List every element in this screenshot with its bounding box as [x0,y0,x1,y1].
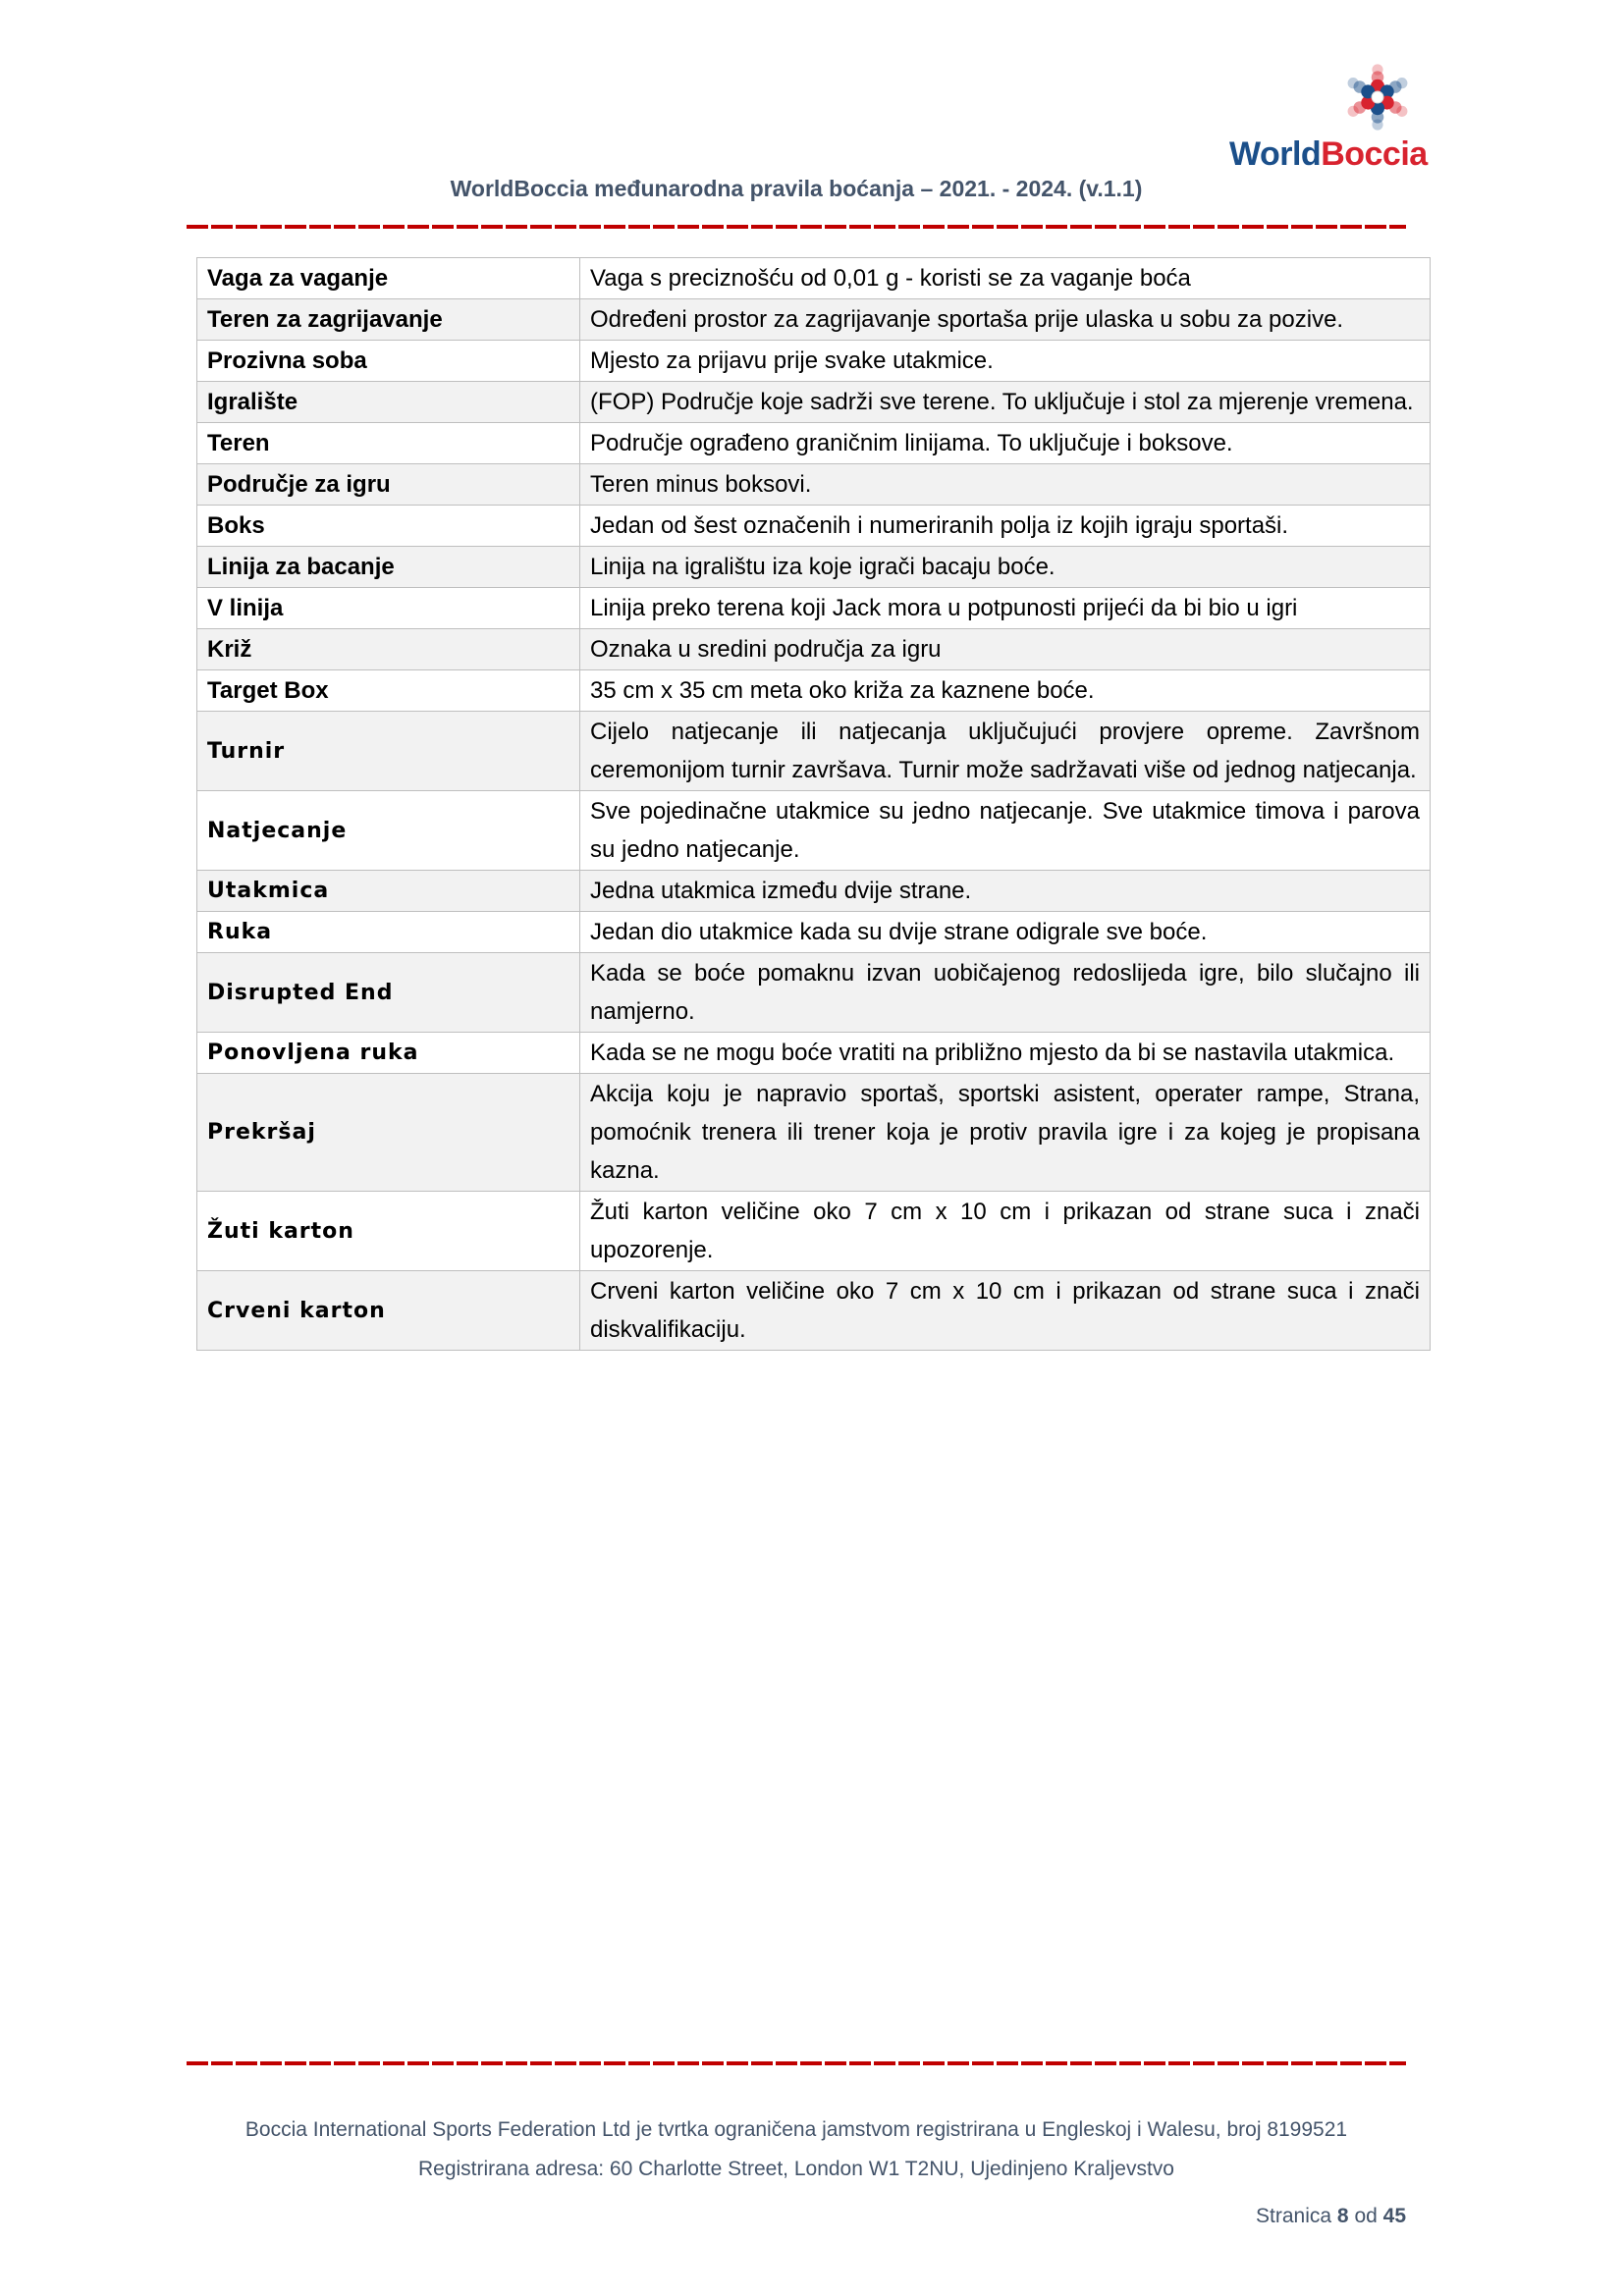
definition-cell: Područje ograđeno graničnim linijama. To uključuje i boksove. [580,423,1431,464]
definition-cell: Linija na igralištu iza koje igrači bacaju boće. [580,547,1431,588]
table-row [197,629,1431,670]
definition-cell: Kada se ne mogu boće vratiti na približno mjesto da bi se nastavila utakmica. [580,1033,1431,1074]
footer-registration-text: Boccia International Sports Federation Ltd je tvrtka ograničena jamstvom registrirana u Engleskoj i Walesu, broj 8199521 [244,2118,1348,2141]
term-cell: Ruka [197,912,580,953]
table-row [197,341,1431,382]
table-row [197,670,1431,712]
header-divider-line [187,225,1406,229]
term-cell: Disrupted End [197,953,580,1033]
term-cell: Boks [197,506,580,547]
worldboccia-wordmark [1229,137,1428,171]
page-number-label: Stranica [1256,2205,1332,2227]
term-cell: Crveni karton [197,1271,580,1351]
definition-cell: Jedna utakmica između dvije strane. [580,871,1431,912]
table-row [197,588,1431,629]
term-cell: Utakmica [197,871,580,912]
definition-cell: Crveni karton veličine oko 7 cm x 10 cm i prikazan od strane suca i znači diskvalifikaciju. [580,1271,1431,1351]
term-cell: Križ [197,629,580,670]
term-cell: Područje za igru [197,464,580,506]
term-cell: Linija za bacanje [197,547,580,588]
definition-cell: Određeni prostor za zagrijavanje sportaša prije ulaska u sobu za pozive. [580,299,1431,341]
term-cell: Turnir [197,712,580,791]
term-cell: Teren za zagrijavanje [197,299,580,341]
table-row [197,1271,1431,1351]
term-cell: V linija [197,588,580,629]
table-row [197,506,1431,547]
definition-cell: Jedan od šest označenih i numeriranih polja iz kojih igraju sportaši. [580,506,1431,547]
logo-word-boccia: Boccia [1321,135,1428,173]
table-row [197,871,1431,912]
worldboccia-logo [1229,61,1445,174]
term-cell: Prekršaj [197,1074,580,1192]
term-cell: Ponovljena ruka [197,1033,580,1074]
table-row [197,1074,1431,1192]
footer-divider-line [187,2061,1406,2065]
term-cell: Žuti karton [197,1192,580,1271]
page-number [187,2205,1406,2228]
table-row [197,299,1431,341]
table-row [197,258,1431,299]
table-row [197,423,1431,464]
definition-cell: Linija preko terena koji Jack mora u potpunosti prijeći da bi bio u igri [580,588,1431,629]
definition-cell: Teren minus boksovi. [580,464,1431,506]
definition-cell: Žuti karton veličine oko 7 cm x 10 cm i prikazan od strane suca i znači upozorenje. [580,1192,1431,1271]
definition-cell: Akcija koju je napravio sportaš, sportski asistent, operater rampe, Strana, pomoćnik trenera ili trener koja je protiv pravila igre i za kojeg je propisana kazna. [580,1074,1431,1192]
document-title: WorldBoccia međunarodna pravila boćanja – 2021. - 2024. (v.1.1) [450,176,1143,201]
definition-cell: Cijelo natjecanje ili natjecanja uključujući provjere opreme. Završnom ceremonijom turnir završava. Turnir može sadržavati više od jednog natjecanja. [580,712,1431,791]
table-row [197,547,1431,588]
table-row [197,791,1431,871]
term-cell: Target Box [197,670,580,712]
definition-cell: Mjesto za prijavu prije svake utakmice. [580,341,1431,382]
table-row [197,1033,1431,1074]
table-row [197,712,1431,791]
definition-cell: Jedan dio utakmice kada su dvije strane odigrale sve boće. [580,912,1431,953]
table-row [197,1192,1431,1271]
definitions-table [196,257,1431,1351]
table-row [197,464,1431,506]
definition-cell: (FOP) Područje koje sadrži sve terene. To uključuje i stol za mjerenje vremena. [580,382,1431,423]
worldboccia-flower-icon [1343,61,1412,133]
term-cell: Natjecanje [197,791,580,871]
table-row [197,912,1431,953]
page-number-current: 8 [1336,2205,1349,2227]
table-row [197,382,1431,423]
definition-cell: Oznaka u sredini područja za igru [580,629,1431,670]
term-cell: Igralište [197,382,580,423]
term-cell: Vaga za vaganje [197,258,580,299]
page-number-total: 45 [1382,2205,1406,2227]
table-row [197,953,1431,1033]
definition-cell: Sve pojedinačne utakmice su jedno natjecanje. Sve utakmice timova i parova su jedno natjecanje. [580,791,1431,871]
definition-cell: Vaga s preciznošću od 0,01 g - koristi se za vaganje boća [580,258,1431,299]
definition-cell: 35 cm x 35 cm meta oko križa za kaznene boće. [580,670,1431,712]
term-cell: Teren [197,423,580,464]
definition-cell: Kada se boće pomaknu izvan uobičajenog redoslijeda igre, bilo slučajno ili namjerno. [580,953,1431,1033]
term-cell: Prozivna soba [197,341,580,382]
page-number-of-label: od [1354,2205,1378,2227]
logo-word-world: World [1229,135,1322,173]
footer-address-text: Registrirana adresa: 60 Charlotte Street, London W1 T2NU, Ujedinjeno Kraljevstvo [417,2158,1174,2180]
